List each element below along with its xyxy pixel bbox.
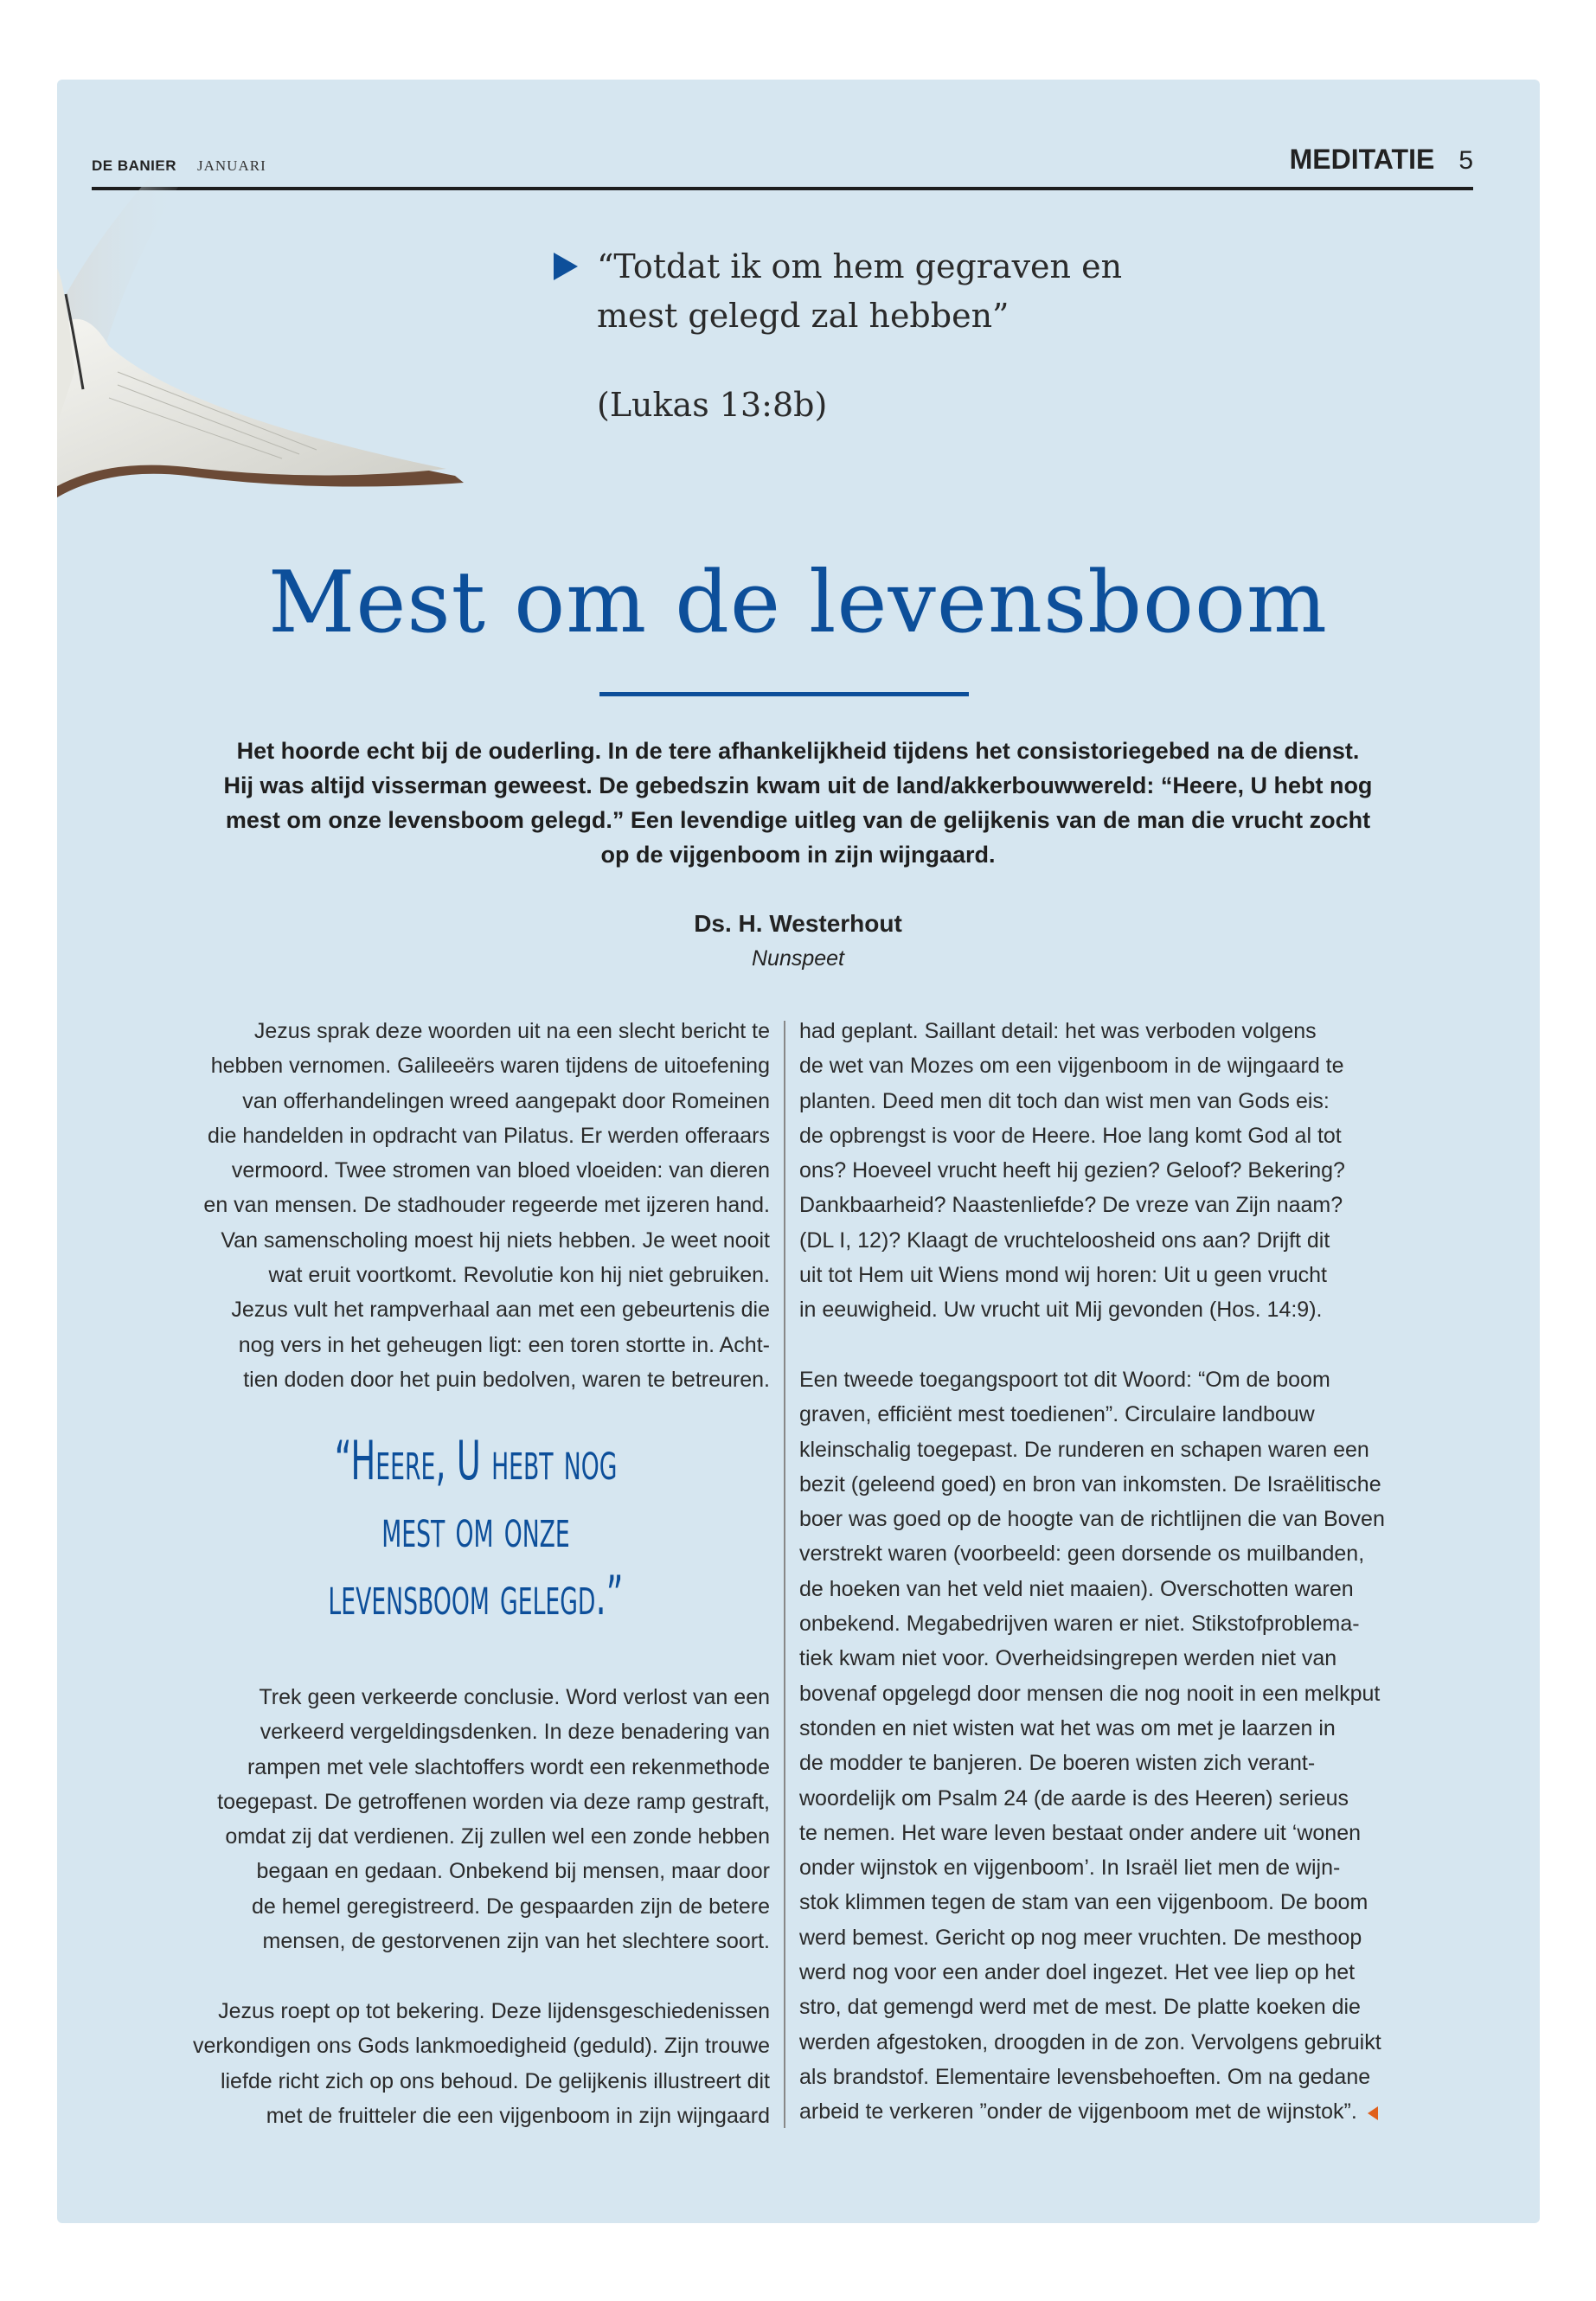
text-line: onbekend. Megabedrijven waren er niet. Stikstofproblema-	[799, 1612, 1360, 1637]
pull-quote-line: levensboom gelegd.”	[328, 1564, 624, 1627]
article-title: Mest om de levensboom	[268, 554, 1328, 652]
author-place: Nunspeet	[751, 946, 845, 971]
text-line: had geplant. Saillant detail: het was verboden volgens	[799, 1019, 1317, 1043]
text-line: met de fruitteler die een vijgenboom in zijn wijngaard	[266, 2103, 770, 2128]
text-line: de hoeken van het veld niet maaien). Overschotten waren	[799, 1576, 1354, 1601]
text-line: bezit (geleend goed) en bron van inkomsten. De Israëlitische	[799, 1471, 1381, 1497]
section-name: MEDITATIE	[1289, 144, 1435, 175]
left-paragraph-2	[95, 1680, 770, 1958]
text-line: tiek kwam niet voor. Overheidsingrepen werden niet van	[799, 1646, 1337, 1671]
text-line: Van samenscholing moest hij niets hebben. Je weet nooit	[221, 1227, 770, 1253]
text-line: planten. Deed men dit toch dan wist men van Gods eis:	[799, 1088, 1330, 1113]
text-line: in eeuwigheid. Uw vrucht uit Mij gevonden (Hos. 14:9).	[799, 1298, 1323, 1323]
text-line: wat eruit voortkomt. Revolutie kon hij niet gebruiken.	[268, 1263, 770, 1288]
section-header	[1290, 144, 1473, 176]
text-line: nog vers in het geheugen ligt: een toren stortte in. Acht-	[238, 1332, 770, 1357]
text-line: verkondigen ons Gods lankmoedigheid (geduld). Zijn trouwe	[192, 2034, 770, 2059]
text-line: ons? Hoeveel vrucht heeft hij gezien? Geloof? Bekering?	[799, 1158, 1345, 1183]
text-line: onder wijnstok en vijgenboom’. In Israël liet men de wijn-	[799, 1856, 1341, 1881]
text-line: werd bemest. Gericht op nog meer vruchten. De mesthoop	[799, 1925, 1362, 1950]
text-line: hebben vernomen. Galileeërs waren tijdens de uitoefening	[210, 1054, 770, 1079]
text-line: de hemel geregistreerd. De gespaarden zijn de betere	[252, 1894, 770, 1919]
publication-name: DE BANIER	[92, 157, 177, 174]
text-line: stro, dat gemengd werd met de mest. De platte koeken die	[799, 1995, 1361, 2020]
text-line: die handelden in opdracht van Pilatus. Er werden offeraars	[208, 1123, 770, 1148]
pull-quote-line: mest om onze	[381, 1497, 570, 1560]
pull-quote	[130, 1427, 822, 1630]
text-line: mensen, de gestorvenen zijn van het slechtere soort.	[262, 1929, 770, 1954]
text-line: de wet van Mozes om een vijgenboom in de wijngaard te	[799, 1054, 1344, 1079]
left-paragraph-3	[95, 1994, 770, 2133]
open-book-image	[57, 164, 464, 510]
text-line: werd nog voor een ander doel ingezet. Het vee liep op het	[799, 1960, 1356, 1985]
text-line: kleinschalig toegepast. De runderen en schapen waren een	[799, 1437, 1369, 1462]
end-of-article-icon	[1368, 2106, 1378, 2120]
verse-reference: (Lukas 13:8b)	[597, 386, 828, 424]
text-line: verkeerd vergeldingsdenken. In deze benadering van	[260, 1720, 770, 1745]
text-line: te nemen. Het ware leven bestaat onder andere uit ‘wonen	[799, 1820, 1362, 1845]
text-line: vermoord. Twee stromen van bloed vloeiden: van dieren	[231, 1158, 770, 1183]
verse-bullet-icon	[554, 253, 578, 280]
text-line: toegepast. De getroffenen worden via deze ramp gestraft,	[217, 1789, 770, 1814]
text-line: werden afgestoken, droogden in de zon. Vervolgens gebruikt	[799, 2029, 1381, 2054]
intro-line: op de vijgenboom in zijn wijngaard.	[600, 842, 996, 868]
text-line: bovenaf opgelegd door mensen die nog nooit in een melkput	[799, 1681, 1381, 1706]
text-line: woordelijk om Psalm 24 (de aarde is des Heeren) serieus	[799, 1785, 1349, 1811]
right-paragraph-1	[799, 1014, 1491, 1328]
pull-quote-line: “Heere, U hebt nog	[334, 1429, 618, 1492]
text-line: rampen met vele slachtoffers wordt een rekenmethode	[247, 1754, 770, 1779]
text-line: graven, efficiënt mest toedienen”. Circulaire landbouw	[799, 1402, 1315, 1427]
scripture-verse	[597, 242, 1122, 341]
text-line: tien doden door het puin bedolven, waren te betreuren.	[243, 1367, 770, 1392]
column-separator	[784, 1021, 785, 2128]
page-number: 5	[1458, 146, 1473, 175]
text-line: als brandstof. Elementaire levensbehoeften. Om na gedane	[799, 2064, 1371, 2089]
text-line: omdat zij dat verdienen. Zij zullen wel een zonde hebben	[225, 1824, 770, 1849]
verse-line: “Totdat ik om hem gegraven en	[597, 247, 1123, 285]
text-line: begaan en gedaan. Onbekend bij mensen, maar door	[256, 1859, 770, 1884]
text-line: Jezus vult het rampverhaal aan met een gebeurtenis die	[231, 1298, 770, 1323]
text-line: liefde richt zich op ons behoud. De gelijkenis illustreert dit	[220, 2068, 770, 2093]
text-line: Jezus sprak deze woorden uit na een slecht bericht te	[253, 1019, 770, 1043]
intro-line: Hij was altijd visserman geweest. De gebedszin kwam uit de land/akkerbouwwereld: “Heere, U hebt nog	[223, 772, 1373, 798]
intro-line: Het hoorde echt bij de ouderling. In de tere afhankelijkheid tijdens het consistoriegebed na de dienst.	[236, 738, 1360, 764]
text-line: boer was goed op de hoogte van de richtlijnen die van Boven	[799, 1507, 1385, 1532]
author-name: Ds. H. Westerhout	[694, 910, 902, 937]
right-paragraph-2	[799, 1362, 1491, 2130]
text-line: de modder te banjeren. De boeren wisten zich verant-	[799, 1751, 1316, 1776]
text-line: verstrekt waren (voorbeeld: geen dorsende os muilbanden,	[799, 1541, 1365, 1567]
left-paragraph-1	[95, 1014, 770, 1397]
text-line: arbeid te verkeren ”onder de vijgenboom met de wijnstok”.	[799, 2099, 1357, 2125]
text-line: stonden en niet wisten wat het was om met je laarzen in	[799, 1715, 1336, 1740]
text-line: en van mensen. De stadhouder regeerde met ijzeren hand.	[203, 1193, 770, 1218]
title-divider	[599, 692, 969, 696]
text-line: Dankbaarheid? Naastenliefde? De vreze van Zijn naam?	[799, 1193, 1343, 1218]
intro-line: mest om onze levensboom gelegd.” Een levendige uitleg van de gelijkenis van de man die vrucht zocht	[225, 807, 1371, 833]
issue-month: JANUARI	[197, 157, 266, 174]
text-line: de opbrengst is voor de Heere. Hoe lang komt God al tot	[799, 1123, 1342, 1148]
text-line: Trek geen verkeerde conclusie. Word verlost van een	[259, 1685, 770, 1709]
text-line: Jezus roept op tot bekering. Deze lijdensgeschiedenissen	[218, 1999, 770, 2023]
text-line: Een tweede toegangspoort tot dit Woord: “Om de boom	[799, 1368, 1330, 1392]
text-line: (DL I, 12)? Klaagt de vruchteloosheid ons aan? Drijft dit	[799, 1227, 1330, 1253]
verse-line: mest gelegd zal hebben”	[597, 297, 1010, 335]
article-intro	[0, 734, 1596, 872]
text-line: stok klimmen tegen de stam van een vijgenboom. De boom	[799, 1890, 1368, 1915]
text-line: uit tot Hem uit Wiens mond wij horen: Uit u geen vrucht	[799, 1263, 1327, 1288]
text-line: van offerhandelingen wreed aangepakt door Romeinen	[242, 1088, 770, 1113]
